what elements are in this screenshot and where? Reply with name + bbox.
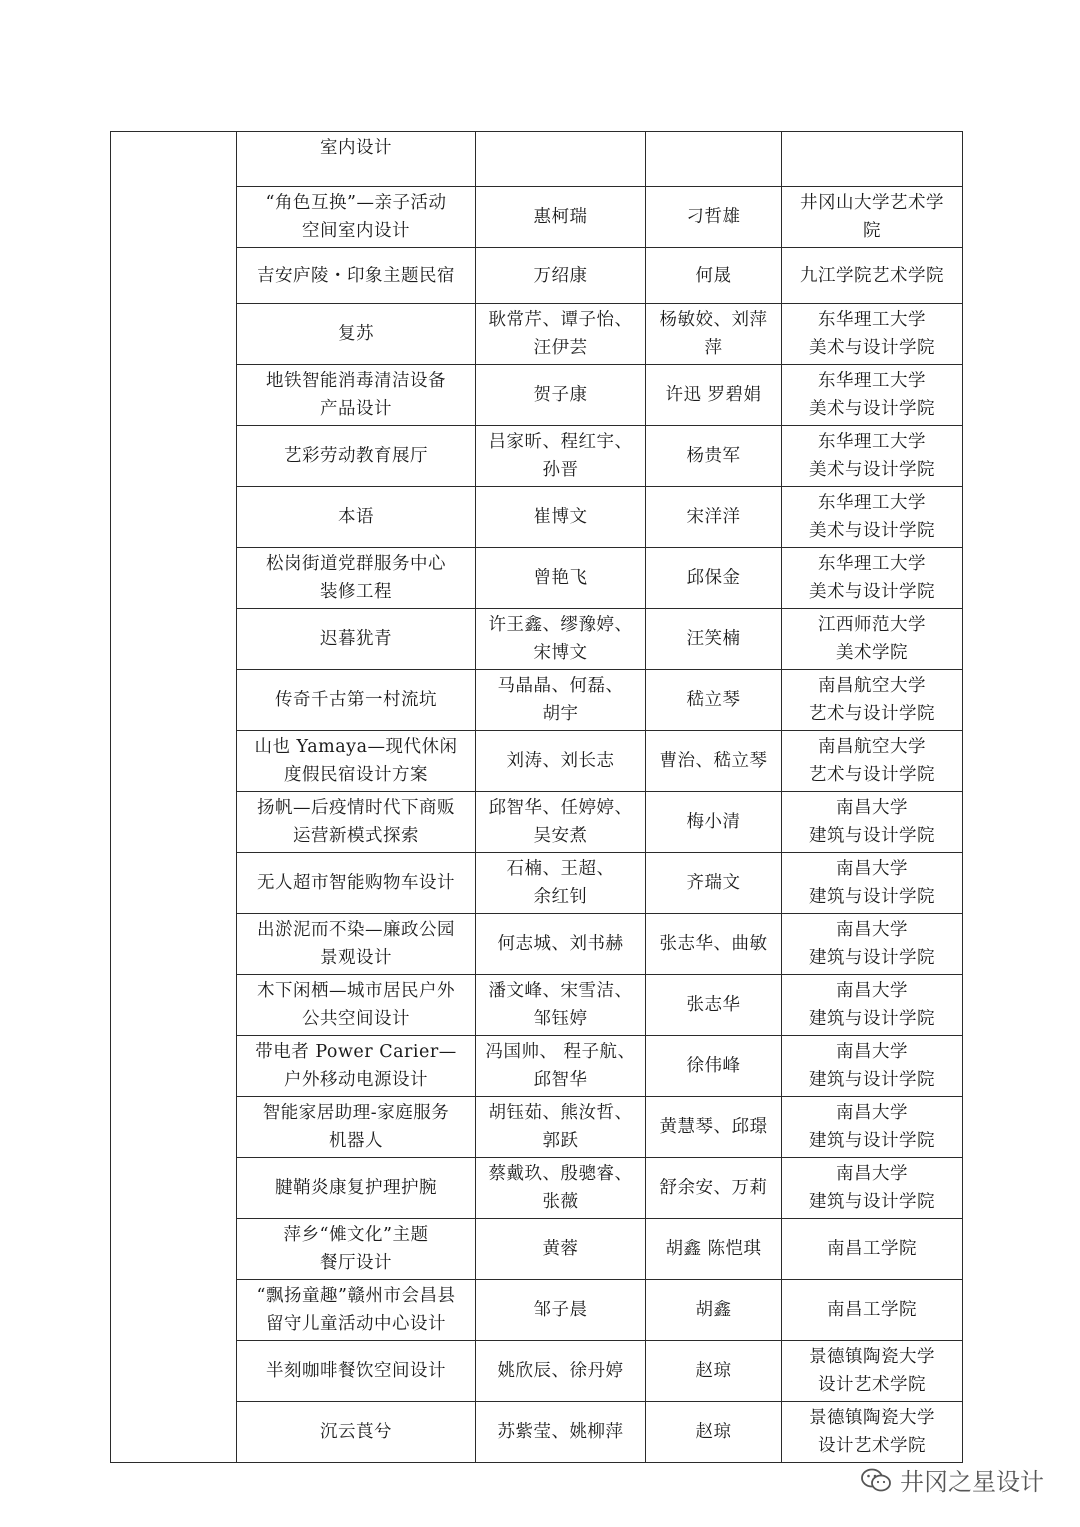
authors-cell: 姚欣辰、徐丹婷 <box>476 1341 646 1402</box>
title-cell: 智能家居助理-家庭服务 机器人 <box>237 1097 476 1158</box>
title-cell: 室内设计 <box>237 132 476 187</box>
title-cell: 艺彩劳动教育展厅 <box>237 426 476 487</box>
authors-cell: 许王鑫、缪豫婷、 宋博文 <box>476 609 646 670</box>
advisors-cell: 胡鑫 <box>646 1280 782 1341</box>
authors-cell: 惠柯瑞 <box>476 187 646 248</box>
table-row <box>111 670 963 731</box>
advisors-cell: 黄慧琴、邱璟 <box>646 1097 782 1158</box>
table-row <box>111 548 963 609</box>
authors-cell: 冯国帅、 程子航、 邱智华 <box>476 1036 646 1097</box>
table-row <box>111 975 963 1036</box>
authors-cell: 贺子康 <box>476 365 646 426</box>
school-cell: 南昌大学 建筑与设计学院 <box>782 1097 963 1158</box>
table-row <box>111 365 963 426</box>
table-row <box>111 187 963 248</box>
school-cell: 南昌大学 建筑与设计学院 <box>782 975 963 1036</box>
authors-cell: 耿常芹、谭子怡、 汪伊芸 <box>476 304 646 365</box>
school-cell: 九江学院艺术学院 <box>782 248 963 304</box>
title-cell: 山也 Yamaya—现代休闲 度假民宿设计方案 <box>237 731 476 792</box>
title-cell: 传奇千古第一村流坑 <box>237 670 476 731</box>
table-row <box>111 1097 963 1158</box>
authors-cell: 邱智华、任婷婷、 吴安煮 <box>476 792 646 853</box>
table-row <box>111 426 963 487</box>
awards-table <box>110 131 963 1463</box>
authors-cell: 崔博文 <box>476 487 646 548</box>
title-cell: 吉安庐陵・印象主题民宿 <box>237 248 476 304</box>
table-row <box>111 1036 963 1097</box>
advisors-cell: 梅小清 <box>646 792 782 853</box>
school-cell: 东华理工大学 美术与设计学院 <box>782 548 963 609</box>
authors-cell: 胡钰茹、熊汝哲、 郭跃 <box>476 1097 646 1158</box>
school-cell: 东华理工大学 美术与设计学院 <box>782 304 963 365</box>
school-cell <box>782 132 963 187</box>
advisors-cell: 赵琼 <box>646 1402 782 1463</box>
authors-cell: 潘文峰、宋雪洁、 邹钰婷 <box>476 975 646 1036</box>
title-cell: “飘扬童趣”赣州市会昌县 留守儿童活动中心设计 <box>237 1280 476 1341</box>
authors-cell: 石楠、王超、 余红钊 <box>476 853 646 914</box>
authors-cell: 万绍康 <box>476 248 646 304</box>
title-cell: “角色互换”—亲子活动 空间室内设计 <box>237 187 476 248</box>
title-cell: 本语 <box>237 487 476 548</box>
authors-cell: 蔡戴玖、殷骢睿、 张薇 <box>476 1158 646 1219</box>
authors-cell: 马晶晶、何磊、 胡宇 <box>476 670 646 731</box>
title-cell: 无人超市智能购物车设计 <box>237 853 476 914</box>
advisors-cell: 邱保金 <box>646 548 782 609</box>
school-cell: 井冈山大学艺术学 院 <box>782 187 963 248</box>
title-cell: 木下闲栖—城市居民户外 公共空间设计 <box>237 975 476 1036</box>
advisors-cell: 赵琼 <box>646 1341 782 1402</box>
title-cell: 复苏 <box>237 304 476 365</box>
school-cell: 景德镇陶瓷大学 设计艺术学院 <box>782 1341 963 1402</box>
category-cell <box>111 132 237 1463</box>
table-row <box>111 1219 963 1280</box>
title-cell: 出淤泥而不染—廉政公园 景观设计 <box>237 914 476 975</box>
advisors-cell <box>646 132 782 187</box>
school-cell: 南昌大学 建筑与设计学院 <box>782 1158 963 1219</box>
advisors-cell: 何晟 <box>646 248 782 304</box>
authors-cell: 曾艳飞 <box>476 548 646 609</box>
advisors-cell: 曹治、嵇立琴 <box>646 731 782 792</box>
school-cell: 江西师范大学 美术学院 <box>782 609 963 670</box>
school-cell: 南昌航空大学 艺术与设计学院 <box>782 670 963 731</box>
table-row <box>111 792 963 853</box>
watermark <box>860 1462 1044 1497</box>
authors-cell: 吕家昕、程红宇、 孙晋 <box>476 426 646 487</box>
table-row <box>111 914 963 975</box>
school-cell: 东华理工大学 美术与设计学院 <box>782 365 963 426</box>
advisors-cell: 宋洋洋 <box>646 487 782 548</box>
title-cell: 松岗街道党群服务中心 装修工程 <box>237 548 476 609</box>
table-row <box>111 609 963 670</box>
table-row <box>111 1341 963 1402</box>
table-row <box>111 248 963 304</box>
authors-cell: 邹子晨 <box>476 1280 646 1341</box>
authors-cell: 苏紫莹、姚柳萍 <box>476 1402 646 1463</box>
advisors-cell: 杨贵军 <box>646 426 782 487</box>
advisors-cell: 徐伟峰 <box>646 1036 782 1097</box>
advisors-cell: 嵇立琴 <box>646 670 782 731</box>
table-row <box>111 1280 963 1341</box>
advisors-cell: 汪笑楠 <box>646 609 782 670</box>
table-row <box>111 132 963 187</box>
school-cell: 南昌大学 建筑与设计学院 <box>782 1036 963 1097</box>
advisors-cell: 舒余安、万莉 <box>646 1158 782 1219</box>
title-cell: 扬帆—后疫情时代下商贩 运营新模式探索 <box>237 792 476 853</box>
title-cell: 地铁智能消毒清洁设备 产品设计 <box>237 365 476 426</box>
title-cell: 沉云莨兮 <box>237 1402 476 1463</box>
school-cell: 南昌航空大学 艺术与设计学院 <box>782 731 963 792</box>
advisors-cell: 胡鑫 陈恺琪 <box>646 1219 782 1280</box>
school-cell: 南昌大学 建筑与设计学院 <box>782 792 963 853</box>
title-cell: 迟暮犹青 <box>237 609 476 670</box>
table-row <box>111 487 963 548</box>
advisors-cell: 杨敏姣、刘萍 萍 <box>646 304 782 365</box>
authors-cell: 黄蓉 <box>476 1219 646 1280</box>
advisors-cell: 刁哲雄 <box>646 187 782 248</box>
advisors-cell: 齐瑞文 <box>646 853 782 914</box>
table-row <box>111 304 963 365</box>
authors-cell: 刘涛、刘长志 <box>476 731 646 792</box>
title-cell: 半刻咖啡餐饮空间设计 <box>237 1341 476 1402</box>
advisors-cell: 张志华 <box>646 975 782 1036</box>
authors-cell: 何志城、刘书赫 <box>476 914 646 975</box>
table-row <box>111 1158 963 1219</box>
school-cell: 景德镇陶瓷大学 设计艺术学院 <box>782 1402 963 1463</box>
watermark-text: 井冈之星设计 <box>900 1468 1044 1496</box>
title-cell: 萍乡“傩文化”主题 餐厅设计 <box>237 1219 476 1280</box>
table-row <box>111 1402 963 1463</box>
advisors-cell: 许迅 罗碧娟 <box>646 365 782 426</box>
school-cell: 南昌大学 建筑与设计学院 <box>782 914 963 975</box>
school-cell: 东华理工大学 美术与设计学院 <box>782 426 963 487</box>
authors-cell <box>476 132 646 187</box>
advisors-cell: 张志华、曲敏 <box>646 914 782 975</box>
table-row <box>111 853 963 914</box>
wechat-icon <box>860 1467 892 1493</box>
school-cell: 东华理工大学 美术与设计学院 <box>782 487 963 548</box>
title-cell: 腱鞘炎康复护理护腕 <box>237 1158 476 1219</box>
school-cell: 南昌工学院 <box>782 1280 963 1341</box>
school-cell: 南昌大学 建筑与设计学院 <box>782 853 963 914</box>
school-cell: 南昌工学院 <box>782 1219 963 1280</box>
table-row <box>111 731 963 792</box>
title-cell: 带电者 Power Carier— 户外移动电源设计 <box>237 1036 476 1097</box>
